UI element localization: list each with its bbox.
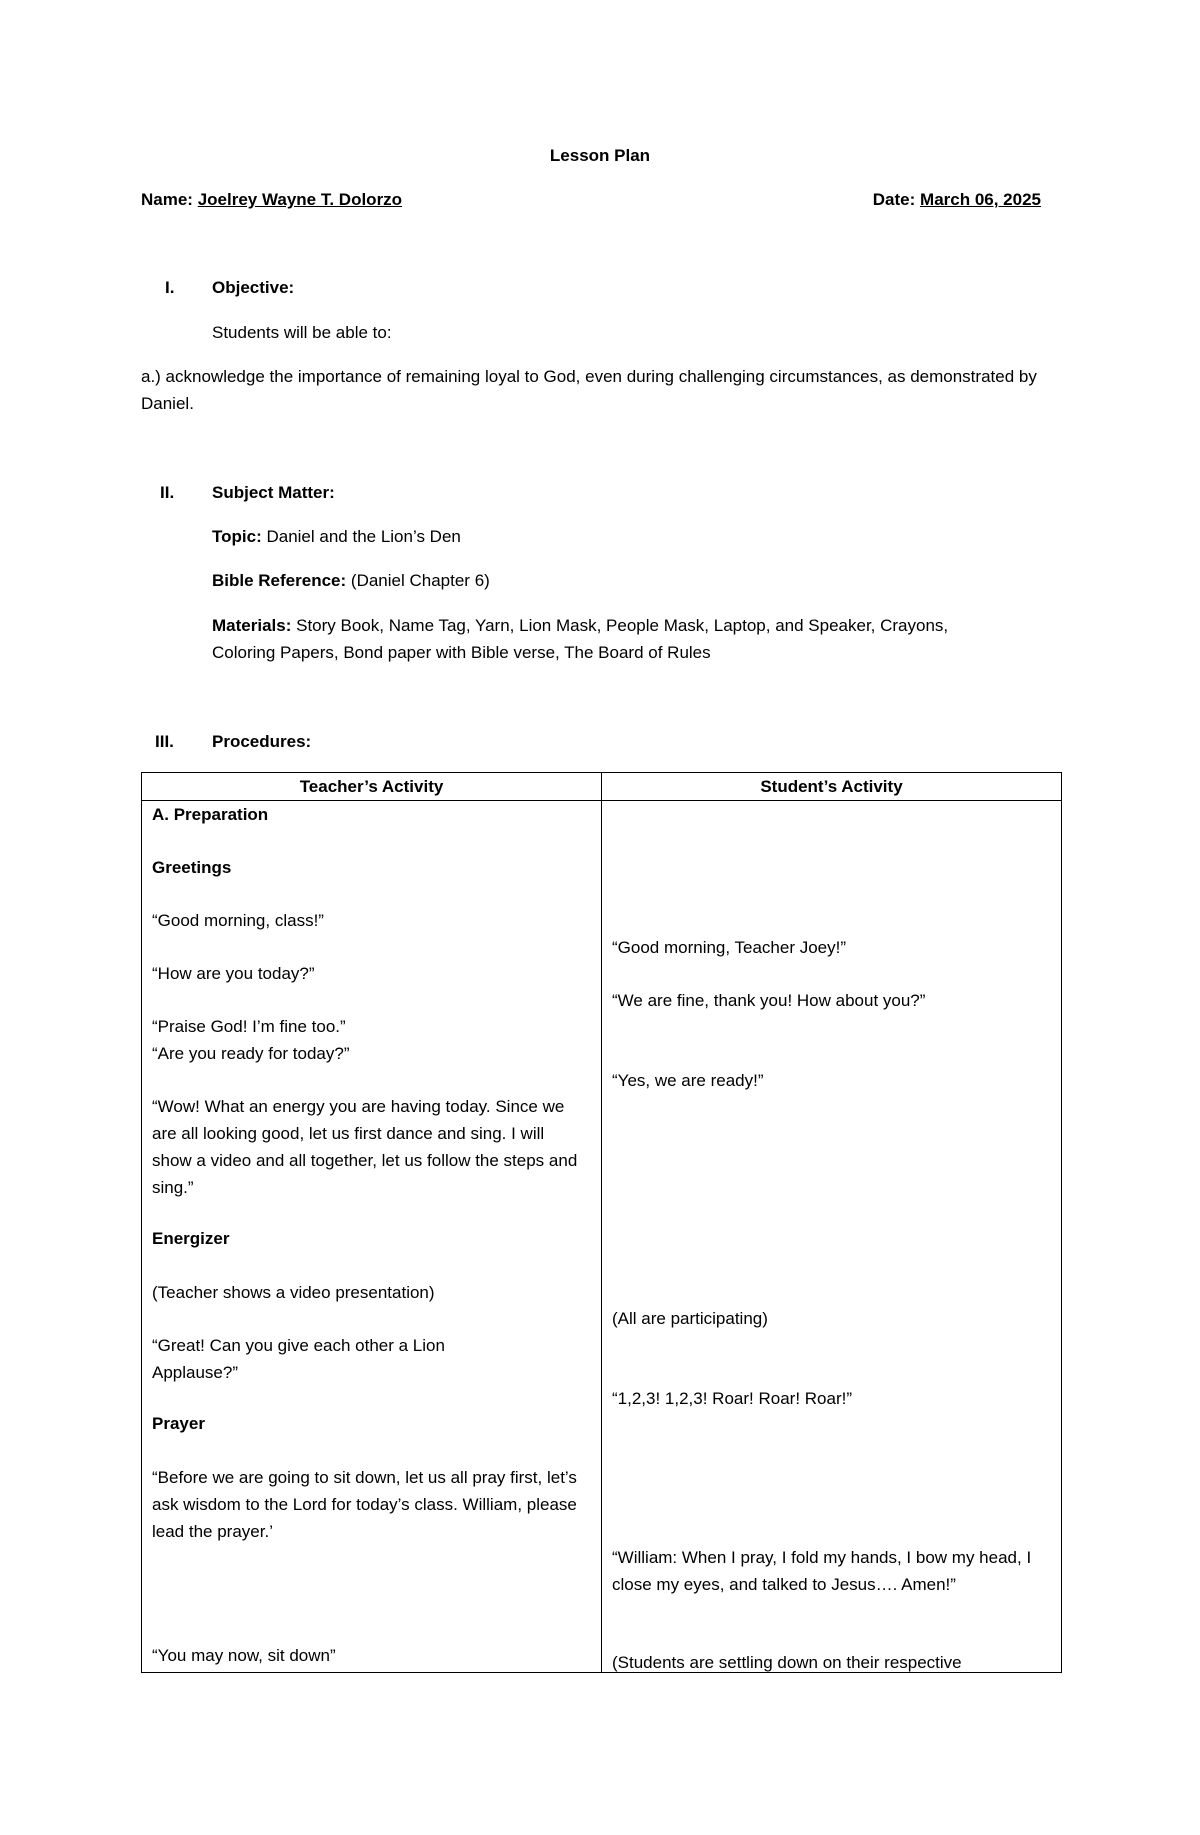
teacher-line: “You may now, sit down” <box>152 1646 336 1665</box>
objective-numeral: I. <box>165 278 175 297</box>
teacher-activity-cell <box>142 801 602 1673</box>
topic-value: Daniel and the Lion’s Den <box>266 527 461 546</box>
teacher-line: “How are you today?” <box>152 964 315 983</box>
date-value: March 06, 2025 <box>920 190 1041 209</box>
table-row <box>142 801 1062 1673</box>
name-line <box>141 186 402 213</box>
topic-label: Topic: <box>212 527 262 546</box>
teacher-line: “Before we are going to sit down, let us all pray first, let’s ask wisdom to the Lord for today’s class. William, please lead the prayer.’ <box>152 1468 577 1541</box>
name-value: Joelrey Wayne T. Dolorzo <box>197 190 403 209</box>
materials-value: Story Book, Name Tag, Yarn, Lion Mask, People Mask, Laptop, and Speaker, Crayons, Coloring Papers, Bond paper with Bible verse, The Board of Rules <box>212 616 949 662</box>
procedures-numeral: III. <box>155 732 174 751</box>
student-line: “Yes, we are ready!” <box>612 1071 764 1090</box>
student-line: “1,2,3! 1,2,3! Roar! Roar! Roar!” <box>612 1389 852 1408</box>
materials-label: Materials: <box>212 616 292 635</box>
preparation-heading: A. Preparation <box>152 805 269 824</box>
objective-intro: Students will be able to: <box>212 323 392 342</box>
date-line <box>873 186 1041 213</box>
name-label: Name: <box>141 190 193 209</box>
teacher-line: “Great! Can you give each other a Lion Applause?” <box>152 1336 445 1382</box>
student-line: “William: When I pray, I fold my hands, I bow my head, I close my eyes, and talked to Jesus…. Amen!” <box>612 1548 1032 1594</box>
teacher-activity-header: Teacher’s Activity <box>142 773 602 801</box>
teacher-line: (Teacher shows a video presentation) <box>152 1283 435 1302</box>
student-line: (All are participating) <box>612 1309 768 1328</box>
student-line: “We are fine, thank you! How about you?” <box>612 991 926 1010</box>
student-activity-header: Student’s Activity <box>602 773 1062 801</box>
objective-item-a: a.) acknowledge the importance of remaining loyal to God, even during challenging circumstances, as demonstrated by Daniel. <box>141 367 1037 413</box>
student-line: (Students are settling down on their respective <box>612 1653 962 1672</box>
procedures-table <box>141 772 1062 1673</box>
bible-reference-value: (Daniel Chapter 6) <box>350 571 490 590</box>
teacher-line: “Are you ready for today?” <box>152 1044 350 1063</box>
subject-matter-numeral: II. <box>160 483 175 502</box>
bible-reference-line <box>212 567 490 594</box>
teacher-line: “Good morning, class!” <box>152 911 324 930</box>
date-label: Date: <box>872 190 916 209</box>
student-activity-cell <box>602 801 1062 1673</box>
teacher-line: “Praise God! I’m fine too.” <box>152 1017 346 1036</box>
objective-heading: Objective: <box>212 278 295 297</box>
materials-line <box>212 612 1002 666</box>
topic-line <box>212 523 461 550</box>
bible-reference-label: Bible Reference: <box>212 571 347 590</box>
teacher-line: “Wow! What an energy you are having today. Since we are all looking good, let us first dance and sing. I will show a video and all together, let us follow the steps and sing.” <box>152 1097 578 1197</box>
student-line: “Good morning, Teacher Joey!” <box>612 938 847 957</box>
greetings-heading: Greetings <box>152 858 232 877</box>
prayer-heading: Prayer <box>152 1414 205 1433</box>
energizer-heading: Energizer <box>152 1229 230 1248</box>
page-title: Lesson Plan <box>549 146 651 165</box>
procedures-heading: Procedures: <box>212 732 312 751</box>
table-header-row <box>142 773 1062 801</box>
subject-matter-heading: Subject Matter: <box>212 483 335 502</box>
